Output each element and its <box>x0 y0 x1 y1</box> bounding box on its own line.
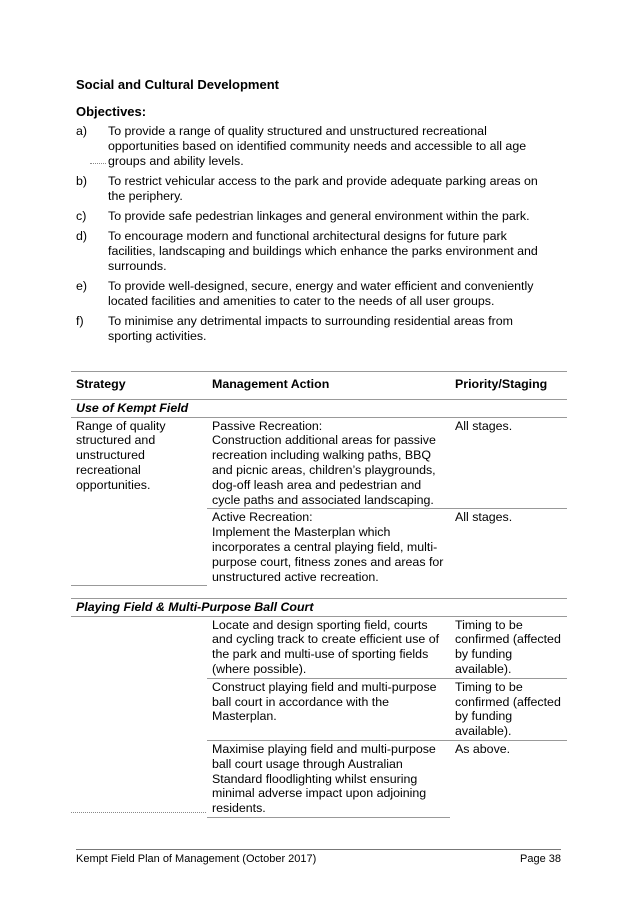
strategy-table <box>71 371 567 818</box>
objective-letter: e) <box>76 279 88 293</box>
objective-text: To minimise any detrimental impacts to surrounding residential areas from sporting activities. <box>108 314 513 343</box>
objective-letter: b) <box>76 174 88 188</box>
priority-cell: As above. <box>455 742 511 757</box>
header-priority-staging: Priority/Staging <box>450 372 567 400</box>
objective-item <box>76 229 556 274</box>
strategy-cell: Range of quality structured and unstructured recreational opportunities. <box>71 417 207 585</box>
objective-item <box>76 209 556 224</box>
table-row <box>71 616 567 678</box>
objective-letter: f) <box>76 314 84 328</box>
objective-item <box>76 124 556 169</box>
action-cell <box>207 509 450 585</box>
section-heading: Social and Cultural Development <box>76 77 279 92</box>
priority-cell: Timing to be confirmed (affected by funding available). <box>450 616 567 678</box>
section-title: Playing Field & Multi-Purpose Ball Court <box>71 598 567 616</box>
objective-item <box>76 279 556 309</box>
objective-text: To encourage modern and functional architectural designs for future park facilities, landscaping and buildings which enhance the parks environment and surrounds. <box>108 229 538 273</box>
objective-letter: d) <box>76 229 88 243</box>
priority-cell: All stages. <box>450 417 567 509</box>
action-label: Passive Recreation: <box>212 418 323 433</box>
objective-item <box>76 314 556 344</box>
action-text: Implement the Masterplan which incorporates a central playing field, multi-purpose court, fitness zones and areas for unstructured active recreation. <box>212 525 444 584</box>
footer-document-title: Kempt Field Plan of Management (October 2017) <box>76 853 317 865</box>
table-header-row <box>71 372 567 400</box>
objective-letter: c) <box>76 209 87 223</box>
spacer-row <box>71 585 567 598</box>
section-row <box>71 399 567 417</box>
objective-text: To provide a range of quality structured and unstructured recreational opportunities based on identified community needs and accessible to all age groups and ability levels. <box>108 124 527 168</box>
action-cell <box>207 417 450 509</box>
action-text: Construction additional areas for passive recreation including walking paths, BBQ and picnic areas, children’s playgrounds, dog-off leash area and pedestrian and cycle paths and associated landscaping. <box>212 433 436 507</box>
objectives-list <box>76 124 556 349</box>
table-row <box>71 417 567 509</box>
section-title: Use of Kempt Field <box>71 399 567 417</box>
objective-letter: a) <box>76 124 88 138</box>
objective-item <box>76 174 556 204</box>
footer-page-number: Page 38 <box>520 853 561 865</box>
action-cell: Construct playing field and multi-purpose ball court in accordance with the Masterplan. <box>207 678 450 740</box>
action-label: Active Recreation: <box>212 510 313 525</box>
objective-text: To provide well-designed, secure, energy and water efficient and conveniently located facilities and amenities to cater to the needs of all user groups. <box>108 279 534 308</box>
objective-text: To provide safe pedestrian linkages and general environment within the park. <box>108 209 530 223</box>
objectives-title: Objectives: <box>76 104 147 119</box>
strategy-cell <box>71 616 207 817</box>
priority-cell: All stages. <box>455 510 513 525</box>
footer-divider <box>76 849 561 850</box>
header-management-action: Management Action <box>207 372 450 400</box>
dotted-marker <box>71 812 206 813</box>
header-strategy: Strategy <box>71 372 207 400</box>
section-row <box>71 598 567 616</box>
action-cell: Locate and design sporting field, courts and cycling track to create efficient use of the park and multi-use of sporting fields (where possible). <box>207 616 450 678</box>
action-cell: Maximise playing field and multi-purpose ball court usage through Australian Standard floodlighting whilst ensuring minimal adverse impact upon adjoining residents. <box>207 741 450 818</box>
objective-text: To restrict vehicular access to the park and provide adequate parking areas on the periphery. <box>108 174 538 203</box>
priority-cell: Timing to be confirmed (affected by funding available). <box>450 678 567 740</box>
dotted-marker <box>90 163 106 164</box>
